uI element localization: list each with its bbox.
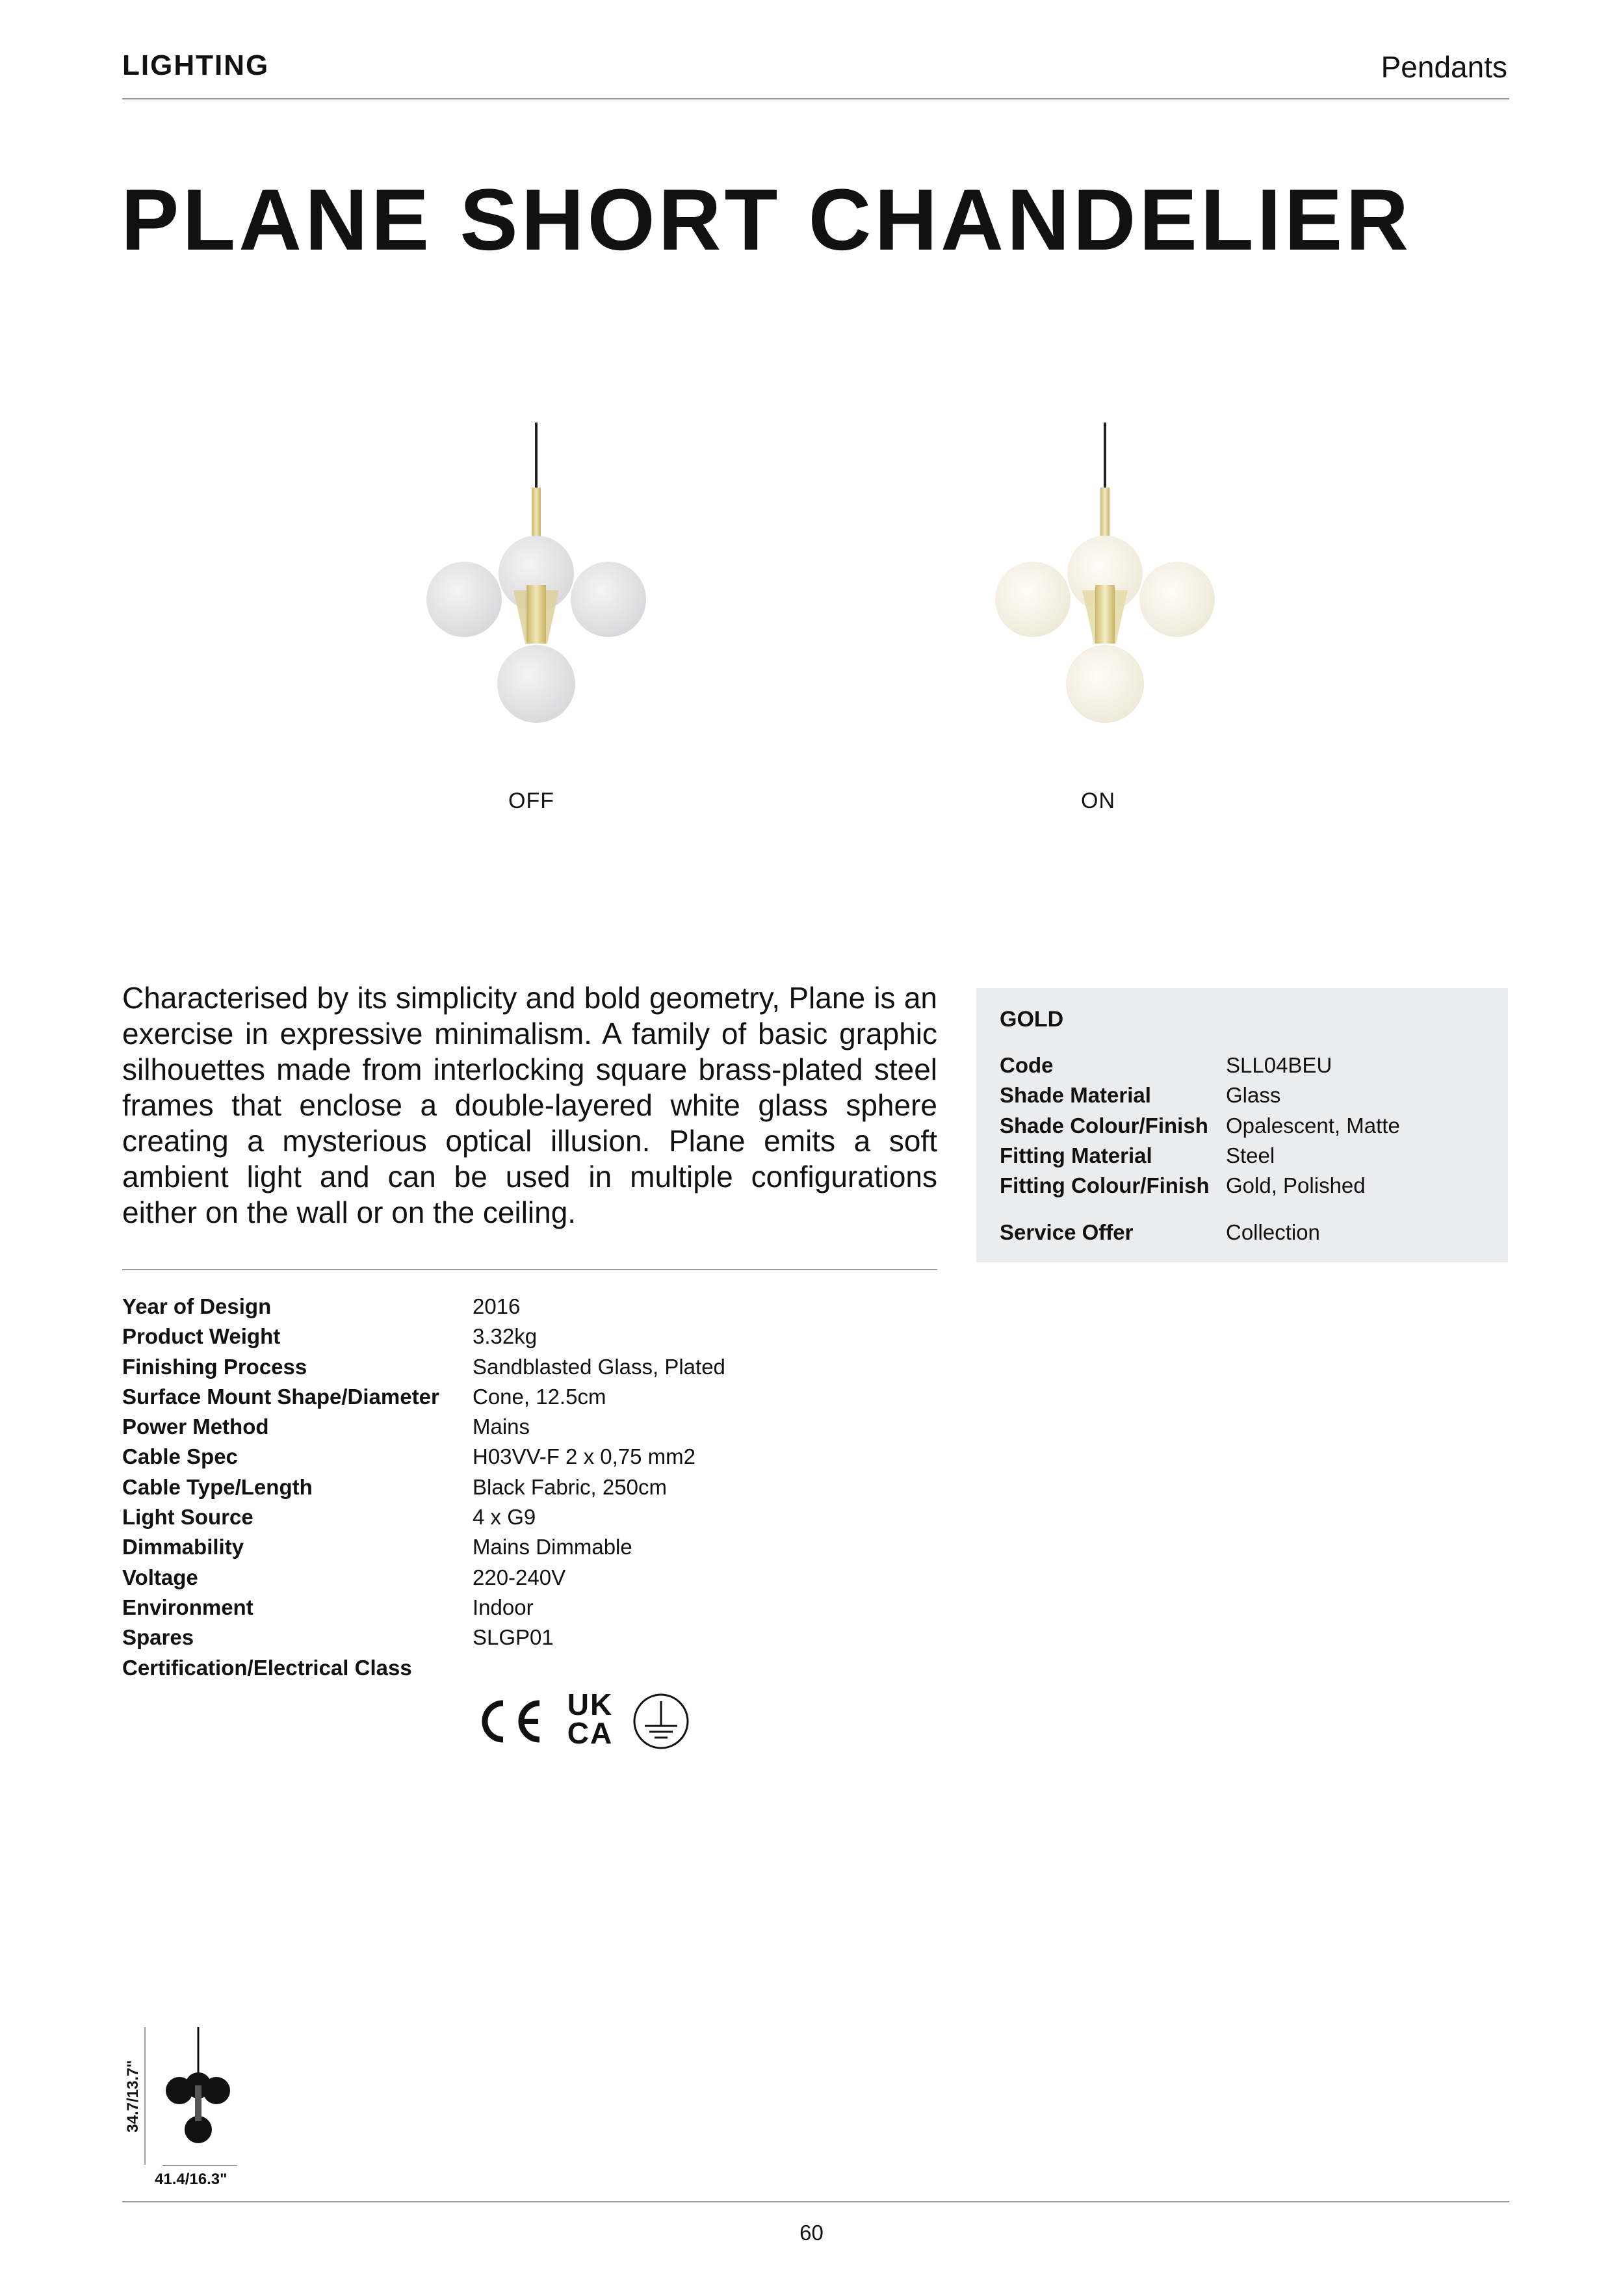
dimension-height: 34.7/13.7" [124, 2060, 142, 2133]
spec-label: Dimmability [122, 1535, 244, 1559]
footer-divider [122, 2201, 1509, 2202]
page-number: 60 [799, 2221, 824, 2245]
spec-label: Cable Type/Length [122, 1474, 313, 1499]
spec-label: Voltage [122, 1565, 198, 1589]
variant-details [1000, 1050, 1494, 1201]
spec-value: Indoor [473, 1595, 534, 1619]
spec-label: Power Method [122, 1415, 269, 1439]
spec-value: 220-240V [473, 1565, 566, 1589]
spec-label: Surface Mount Shape/Diameter [122, 1384, 439, 1409]
service-offer-value: Collection [1226, 1220, 1320, 1244]
spec-row [122, 1352, 902, 1382]
image-caption-on: ON [1081, 789, 1115, 813]
service-offer-label: Service Offer [1000, 1220, 1134, 1244]
spec-row [122, 1292, 902, 1322]
variant-label: Shade Material [1000, 1083, 1151, 1108]
protective-earth-icon [632, 1692, 690, 1751]
variant-value: Glass [1226, 1083, 1281, 1108]
ukca-mark-bottom: CA [567, 1716, 614, 1750]
variant-title: GOLD [1000, 1007, 1064, 1032]
spec-row [122, 1442, 902, 1472]
spec-label: Finishing Process [122, 1354, 307, 1379]
spec-label: Environment [122, 1595, 253, 1619]
ukca-mark-top: UK [567, 1688, 614, 1721]
service-offer-row [1000, 1218, 1494, 1247]
dimension-width: 41.4/16.3" [155, 2171, 227, 2188]
spec-value: Sandblasted Glass, Plated [473, 1354, 725, 1379]
spec-row [122, 1532, 902, 1562]
section-category: LIGHTING [122, 49, 270, 81]
product-image-off [416, 423, 656, 748]
image-caption-off: OFF [508, 789, 554, 813]
spec-row [122, 1623, 902, 1652]
dimension-diagram [149, 2020, 253, 2166]
variant-label: Shade Colour/Finish [1000, 1113, 1208, 1138]
variant-row [1000, 1080, 1494, 1110]
spec-label: Year of Design [122, 1294, 272, 1318]
variant-label: Code [1000, 1053, 1054, 1077]
variant-row [1000, 1111, 1494, 1141]
ukca-mark-icon [559, 1690, 621, 1753]
spec-row [122, 1382, 902, 1412]
variant-value: Opalescent, Matte [1226, 1113, 1400, 1138]
spec-value: Mains Dimmable [473, 1535, 632, 1559]
spec-value: SLGP01 [473, 1625, 554, 1650]
variant-row [1000, 1141, 1494, 1171]
spec-table [122, 1292, 902, 1683]
spec-label: Cable Spec [122, 1444, 238, 1469]
spec-label: Product Weight [122, 1324, 281, 1349]
spec-row [122, 1593, 902, 1623]
spec-value: Mains [473, 1415, 530, 1439]
spec-row [122, 1653, 902, 1683]
product-image-on [985, 423, 1225, 748]
spec-label: Light Source [122, 1505, 253, 1530]
spec-value: Cone, 12.5cm [473, 1384, 606, 1409]
variant-row [1000, 1171, 1494, 1201]
section-subcategory: Pendants [1381, 50, 1507, 84]
spec-row [122, 1412, 902, 1442]
product-description: Characterised by its simplicity and bold geometry, Plane is an exercise in expressive minimalism. A family of basic graphic silhouettes made from interlocking square brass-plated steel frames that enclose a double-layered white glass sphere creating a mysterious optical illusion. Plane emits a soft ambient light and can be used in multiple configurations either on the wall or on the ceiling. [122, 981, 937, 1229]
variant-value: SLL04BEU [1226, 1053, 1332, 1077]
spec-value: H03VV-F 2 x 0,75 mm2 [473, 1444, 695, 1469]
ce-mark-icon [474, 1695, 546, 1747]
description-divider [122, 1269, 937, 1270]
product-title: PLANE SHORT CHANDELIER [121, 172, 1412, 268]
spec-label: Spares [122, 1625, 194, 1650]
spec-label: Certification/Electrical Class [122, 1655, 412, 1680]
spec-row [122, 1472, 902, 1502]
variant-value: Steel [1226, 1143, 1275, 1168]
variant-row [1000, 1050, 1494, 1080]
spec-row [122, 1502, 902, 1532]
header-divider [122, 98, 1509, 99]
variant-label: Fitting Colour/Finish [1000, 1173, 1210, 1198]
variant-label: Fitting Material [1000, 1143, 1152, 1168]
variant-value: Gold, Polished [1226, 1173, 1366, 1198]
spec-value: 3.32kg [473, 1324, 538, 1349]
spec-row [122, 1322, 902, 1351]
spec-value: 2016 [473, 1294, 521, 1318]
spec-value: 4 x G9 [473, 1505, 536, 1530]
spec-value: Black Fabric, 250cm [473, 1474, 667, 1499]
dimension-height-line [144, 2027, 146, 2165]
spec-row [122, 1563, 902, 1593]
